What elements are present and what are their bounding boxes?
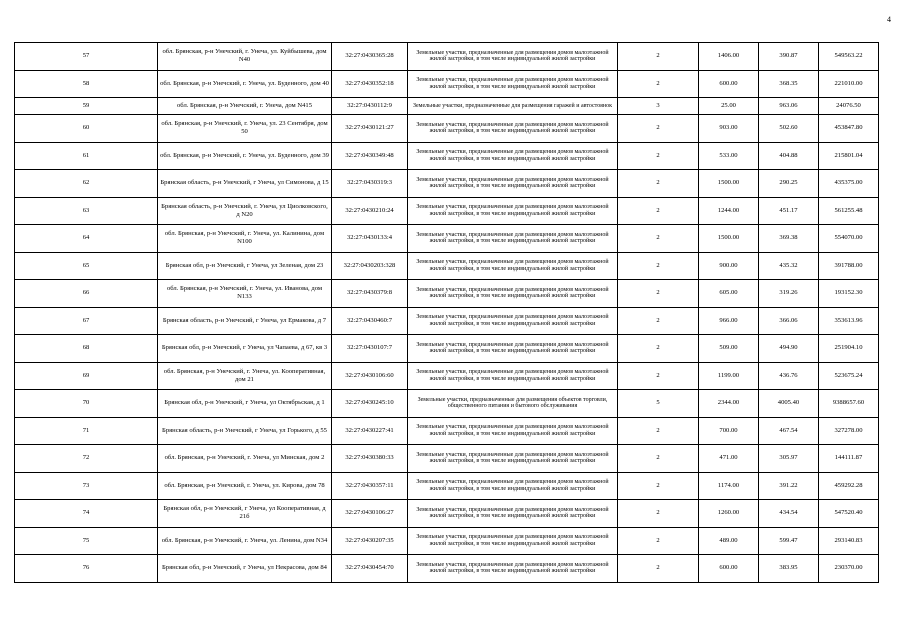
land-use-cell: Земельные участки, предназначенные для размещения домов малоэтажной жилой застройки, в том числе индивидуальной жилой застройки	[408, 500, 618, 528]
cadastral-value-cell: 353613.96	[819, 307, 879, 335]
specific-value-cell: 290.25	[759, 170, 819, 198]
row-number: 65	[15, 252, 158, 280]
table-row	[15, 197, 879, 225]
table-row	[15, 142, 879, 170]
address-cell: Брянская обл, р-н Унечский, г Унеча, ул Зеленая, дом 23	[158, 252, 332, 280]
specific-value-cell: 369.38	[759, 225, 819, 253]
area-cell: 966.00	[699, 307, 759, 335]
row-number: 64	[15, 225, 158, 253]
cadastral-number-cell: 32:27:0430112:9	[332, 98, 408, 115]
area-cell: 1500.00	[699, 225, 759, 253]
land-use-cell: Земельные участки, предназначенные для размещения домов малоэтажной жилой застройки, в том числе индивидуальной жилой застройки	[408, 70, 618, 98]
cadastral-value-cell: 549563.22	[819, 43, 879, 71]
specific-value-cell: 436.76	[759, 362, 819, 390]
category-cell: 2	[618, 472, 699, 500]
cadastral-value-cell: 547520.40	[819, 500, 879, 528]
specific-value-cell: 451.17	[759, 197, 819, 225]
area-cell: 1174.00	[699, 472, 759, 500]
cadastral-number-cell: 32:27:0430227:41	[332, 417, 408, 445]
area-cell: 2344.00	[699, 390, 759, 418]
specific-value-cell: 599.47	[759, 527, 819, 555]
land-use-cell: Земельные участки, предназначенные для размещения домов малоэтажной жилой застройки, в том числе индивидуальной жилой застройки	[408, 417, 618, 445]
specific-value-cell: 319.26	[759, 280, 819, 308]
land-use-cell: Земельные участки, предназначенные для размещения домов малоэтажной жилой застройки, в том числе индивидуальной жилой застройки	[408, 445, 618, 473]
cadastral-number-cell: 32:27:0430245:10	[332, 390, 408, 418]
category-cell: 2	[618, 500, 699, 528]
row-number: 72	[15, 445, 158, 473]
row-number: 67	[15, 307, 158, 335]
cadastral-value-cell: 24076.50	[819, 98, 879, 115]
table-row	[15, 555, 879, 583]
row-number: 66	[15, 280, 158, 308]
address-cell: обл. Брянская, р-н Унечский, г. Унеча, ул. Ленина, дом N34	[158, 527, 332, 555]
row-number: 74	[15, 500, 158, 528]
address-cell: Брянская область, р-н Унечский, г Унеча, ул Ермакова, д 7	[158, 307, 332, 335]
area-cell: 489.00	[699, 527, 759, 555]
area-cell: 25.00	[699, 98, 759, 115]
cadastral-value-cell: 293140.83	[819, 527, 879, 555]
category-cell: 2	[618, 527, 699, 555]
address-cell: Брянская область, р-н Унечский, г Унеча, ул Симонова, д 15	[158, 170, 332, 198]
land-use-cell: Земельные участки, предназначенные для размещения домов малоэтажной жилой застройки, в том числе индивидуальной жилой застройки	[408, 472, 618, 500]
cadastral-value-cell: 435375.00	[819, 170, 879, 198]
cadastral-number-cell: 32:27:0430460:7	[332, 307, 408, 335]
table-row	[15, 335, 879, 363]
category-cell: 3	[618, 98, 699, 115]
category-cell: 2	[618, 115, 699, 143]
category-cell: 2	[618, 307, 699, 335]
table-row	[15, 362, 879, 390]
cadastral-number-cell: 32:27:0430121:27	[332, 115, 408, 143]
cadastral-number-cell: 32:27:0430106:27	[332, 500, 408, 528]
category-cell: 2	[618, 170, 699, 198]
address-cell: обл. Брянская, р-н Унечский, г. Унеча, ул Минская, дом 2	[158, 445, 332, 473]
row-number: 57	[15, 43, 158, 71]
specific-value-cell: 390.87	[759, 43, 819, 71]
row-number: 61	[15, 142, 158, 170]
category-cell: 2	[618, 445, 699, 473]
area-cell: 903.00	[699, 115, 759, 143]
specific-value-cell: 435.32	[759, 252, 819, 280]
land-use-cell: Земельные участки, предназначенные для размещения домов малоэтажной жилой застройки, в том числе индивидуальной жилой застройки	[408, 225, 618, 253]
category-cell: 2	[618, 43, 699, 71]
area-cell: 900.00	[699, 252, 759, 280]
specific-value-cell: 391.22	[759, 472, 819, 500]
cadastral-number-cell: 32:27:0430357:11	[332, 472, 408, 500]
table-row	[15, 500, 879, 528]
specific-value-cell: 366.06	[759, 307, 819, 335]
specific-value-cell: 494.90	[759, 335, 819, 363]
cadastral-number-cell: 32:27:0430203:328	[332, 252, 408, 280]
area-cell: 1244.00	[699, 197, 759, 225]
area-cell: 700.00	[699, 417, 759, 445]
table-row	[15, 70, 879, 98]
cadastral-number-cell: 32:27:0430133:4	[332, 225, 408, 253]
cadastral-number-cell: 32:27:0430319:3	[332, 170, 408, 198]
address-cell: Брянская обл, р-н Унечский, г Унеча, ул Чапаева, д 67, кв 3	[158, 335, 332, 363]
cadastral-number-cell: 32:27:0430380:33	[332, 445, 408, 473]
area-cell: 600.00	[699, 555, 759, 583]
row-number: 73	[15, 472, 158, 500]
row-number: 76	[15, 555, 158, 583]
cadastral-number-cell: 32:27:0430210:24	[332, 197, 408, 225]
cadastral-value-cell: 453847.80	[819, 115, 879, 143]
address-cell: обл. Брянская, р-н Унечский, г. Унеча, ул. Кооперативная, дом 21	[158, 362, 332, 390]
land-use-cell: Земельные участки, предназначенные для размещения домов малоэтажной жилой застройки, в том числе индивидуальной жилой застройки	[408, 170, 618, 198]
land-use-cell: Земельные участки, предназначенные для размещения домов малоэтажной жилой застройки, в том числе индивидуальной жилой застройки	[408, 115, 618, 143]
table-row	[15, 390, 879, 418]
address-cell: обл. Брянская, р-н Унечский, г. Унеча, дом N415	[158, 98, 332, 115]
land-use-cell: Земельные участки, предназначенные для размещения домов малоэтажной жилой застройки, в том числе индивидуальной жилой застройки	[408, 43, 618, 71]
area-cell: 605.00	[699, 280, 759, 308]
land-use-cell: Земельные участки, предназначенные для размещения объектов торговли, общественного питания и бытового обслуживания	[408, 390, 618, 418]
cadastral-number-cell: 32:27:0430454:70	[332, 555, 408, 583]
specific-value-cell: 368.35	[759, 70, 819, 98]
table-row	[15, 280, 879, 308]
cadastral-value-cell: 230370.00	[819, 555, 879, 583]
cadastral-value-cell: 251904.10	[819, 335, 879, 363]
row-number: 58	[15, 70, 158, 98]
address-cell: Брянская область, р-н Унечский, г. Унеча, ул Циолковского, д N20	[158, 197, 332, 225]
category-cell: 2	[618, 225, 699, 253]
land-use-cell: Земельные участки, предназначенные для размещения домов малоэтажной жилой застройки, в том числе индивидуальной жилой застройки	[408, 555, 618, 583]
cadastral-value-cell: 327278.00	[819, 417, 879, 445]
table-row	[15, 445, 879, 473]
category-cell: 2	[618, 555, 699, 583]
cadastral-value-cell: 215801.04	[819, 142, 879, 170]
table-row	[15, 43, 879, 71]
table-row	[15, 417, 879, 445]
address-cell: обл. Брянская, р-н Унечский, г. Унеча, ул. Буденного, дом 39	[158, 142, 332, 170]
category-cell: 2	[618, 70, 699, 98]
area-cell: 1406.00	[699, 43, 759, 71]
row-number: 59	[15, 98, 158, 115]
area-cell: 600.00	[699, 70, 759, 98]
table-row	[15, 225, 879, 253]
table-row	[15, 472, 879, 500]
area-cell: 1199.00	[699, 362, 759, 390]
table-row	[15, 527, 879, 555]
cadastral-value-cell: 459292.28	[819, 472, 879, 500]
area-cell: 1500.00	[699, 170, 759, 198]
land-use-cell: Земельные участки, предназначенные для размещения домов малоэтажной жилой застройки, в том числе индивидуальной жилой застройки	[408, 335, 618, 363]
category-cell: 2	[618, 335, 699, 363]
row-number: 60	[15, 115, 158, 143]
address-cell: Брянская обл, р-н Унечский, г Унеча, ул Октябрьская, д 1	[158, 390, 332, 418]
row-number: 69	[15, 362, 158, 390]
specific-value-cell: 502.60	[759, 115, 819, 143]
cadastral-value-cell: 391788.00	[819, 252, 879, 280]
specific-value-cell: 305.97	[759, 445, 819, 473]
land-use-cell: Земельные участки, предназначенные для размещения домов малоэтажной жилой застройки, в том числе индивидуальной жилой застройки	[408, 280, 618, 308]
address-cell: обл. Брянская, р-н Унечский, г. Унеча, ул. Иванова, дом N133	[158, 280, 332, 308]
cadastral-value-cell: 523675.24	[819, 362, 879, 390]
table-body	[15, 43, 879, 583]
specific-value-cell: 383.95	[759, 555, 819, 583]
category-cell: 2	[618, 362, 699, 390]
address-cell: обл. Брянская, р-н Унечский, г. Унеча, ул. 23 Сентября, дом 50	[158, 115, 332, 143]
row-number: 75	[15, 527, 158, 555]
table-row	[15, 307, 879, 335]
address-cell: Брянская обл, р-н Унечский, г Унеча, ул Кооперативная, д 21б	[158, 500, 332, 528]
address-cell: Брянская обл, р-н Унечский, г Унеча, ул Некрасова, дом 84	[158, 555, 332, 583]
area-cell: 533.00	[699, 142, 759, 170]
cadastral-value-cell: 221010.00	[819, 70, 879, 98]
category-cell: 2	[618, 142, 699, 170]
cadastral-value-cell: 554070.00	[819, 225, 879, 253]
specific-value-cell: 467.54	[759, 417, 819, 445]
specific-value-cell: 963.06	[759, 98, 819, 115]
area-cell: 509.00	[699, 335, 759, 363]
cadastral-number-cell: 32:27:0430365:28	[332, 43, 408, 71]
category-cell: 5	[618, 390, 699, 418]
address-cell: обл. Брянская, р-н Унечский, г. Унеча, ул. Куйбышева, дом N40	[158, 43, 332, 71]
address-cell: Брянская область, р-н Унечский, г Унеча, ул Горького, д 55	[158, 417, 332, 445]
table-row	[15, 252, 879, 280]
address-cell: обл. Брянская, р-н Унечский, г. Унеча, ул. Калинина, дом N100	[158, 225, 332, 253]
specific-value-cell: 434.54	[759, 500, 819, 528]
page-number: 4	[887, 15, 891, 24]
row-number: 70	[15, 390, 158, 418]
land-use-cell: Земельные участки, предназначенные для размещения домов малоэтажной жилой застройки, в том числе индивидуальной жилой застройки	[408, 252, 618, 280]
row-number: 63	[15, 197, 158, 225]
cadastral-value-cell: 193152.30	[819, 280, 879, 308]
land-use-cell: Земельные участки, предназначенные для размещения домов малоэтажной жилой застройки, в том числе индивидуальной жилой застройки	[408, 307, 618, 335]
specific-value-cell: 4005.40	[759, 390, 819, 418]
cadastral-number-cell: 32:27:0430352:18	[332, 70, 408, 98]
row-number: 62	[15, 170, 158, 198]
cadastral-number-cell: 32:27:0430107:7	[332, 335, 408, 363]
land-plots-table	[14, 42, 879, 583]
area-cell: 471.00	[699, 445, 759, 473]
address-cell: обл. Брянская, р-н Унечский, г. Унеча, ул. Буденного, дом 40	[158, 70, 332, 98]
cadastral-value-cell: 9388657.60	[819, 390, 879, 418]
cadastral-number-cell: 32:27:0430349:48	[332, 142, 408, 170]
cadastral-value-cell: 144111.87	[819, 445, 879, 473]
table-row	[15, 170, 879, 198]
row-number: 71	[15, 417, 158, 445]
specific-value-cell: 404.88	[759, 142, 819, 170]
row-number: 68	[15, 335, 158, 363]
land-use-cell: Земельные участки, предназначенные для размещения домов малоэтажной жилой застройки, в том числе индивидуальной жилой застройки	[408, 142, 618, 170]
category-cell: 2	[618, 280, 699, 308]
cadastral-number-cell: 32:27:0430207:35	[332, 527, 408, 555]
cadastral-number-cell: 32:27:0430106:60	[332, 362, 408, 390]
category-cell: 2	[618, 197, 699, 225]
table-row	[15, 115, 879, 143]
category-cell: 2	[618, 252, 699, 280]
address-cell: обл. Брянская, р-н Унечский, г. Унеча, ул. Кирова, дом 78	[158, 472, 332, 500]
table-row	[15, 98, 879, 115]
cadastral-value-cell: 561255.48	[819, 197, 879, 225]
land-use-cell: Земельные участки, предназначенные для размещения домов малоэтажной жилой застройки, в том числе индивидуальной жилой застройки	[408, 527, 618, 555]
category-cell: 2	[618, 417, 699, 445]
land-use-cell: Земельные участки, предназначенные для размещения домов малоэтажной жилой застройки, в том числе индивидуальной жилой застройки	[408, 197, 618, 225]
land-use-cell: Земельные участки, предназначенные для размещения домов малоэтажной жилой застройки, в том числе индивидуальной жилой застройки	[408, 362, 618, 390]
area-cell: 1260.00	[699, 500, 759, 528]
land-use-cell: Земельные участки, предназначенные для размещения гаражей и автостоянок	[408, 98, 618, 115]
cadastral-number-cell: 32:27:0430379:8	[332, 280, 408, 308]
